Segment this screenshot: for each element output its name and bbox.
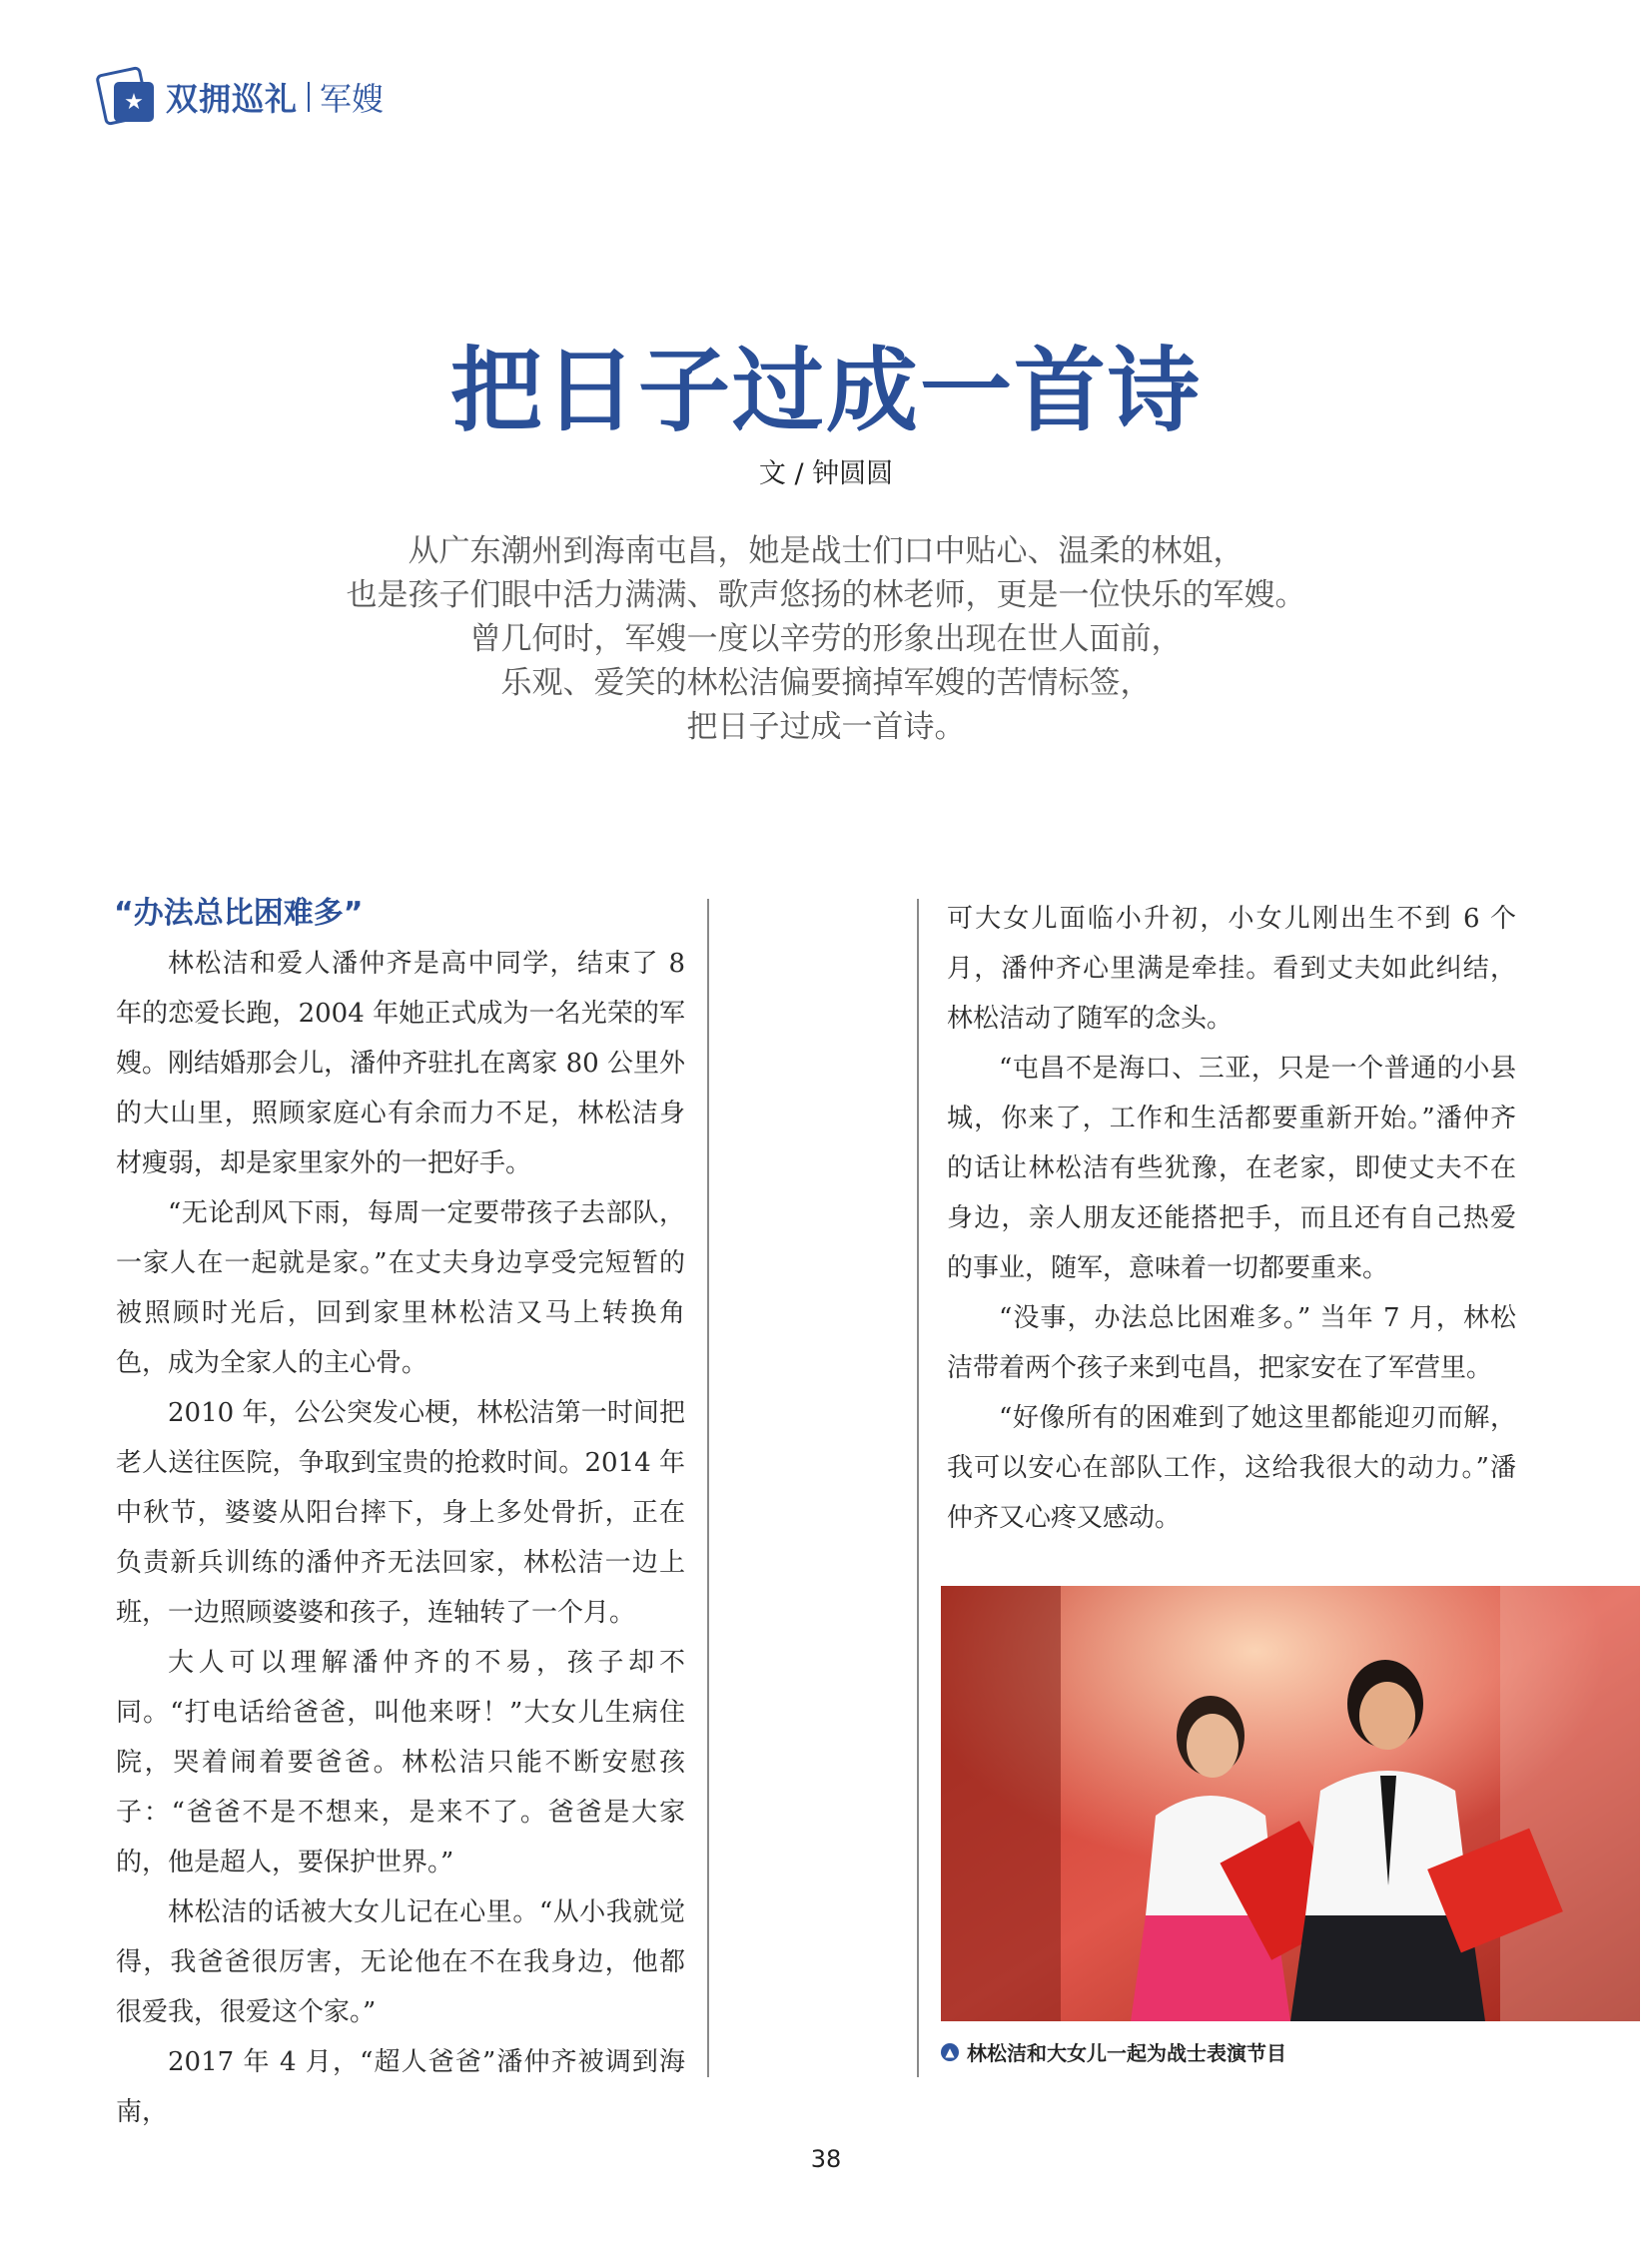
section-heading: “办法总比困难多”	[114, 896, 364, 931]
left-column	[116, 889, 685, 2137]
intro-line: 乐观、爱笑的林松洁偏要摘掉军嫂的苦情标签，	[500, 665, 1152, 701]
section-label: 双拥巡礼	[166, 80, 299, 118]
photo-caption	[941, 2037, 1286, 2066]
body-paragraph: “没事，办法总比困难多。” 当年 7 月，林松洁带着两个孩子来到屯昌，把家安在了军营里。	[947, 1303, 1516, 1383]
caption-marker-icon: ▲	[941, 2043, 959, 2061]
column-divider	[917, 899, 919, 2077]
body-paragraph: 2017 年 4 月，“超人爸爸”潘仲齐被调到海南，	[116, 2047, 685, 2127]
body-paragraph: “无论刮风下雨，每周一定要带孩子去部队，一家人在一起就是家。”在丈夫身边享受完短暂的被照顾时光后，回到家里林松洁又马上转换角色，成为全家人的主心骨。	[116, 1198, 685, 1378]
body-paragraph: 2010 年，公公突发心梗，林松洁第一时间把老人送往医院，争取到宝贵的抢救时间。2014 年中秋节，婆婆从阳台摔下，身上多处骨折，正在负责新兵训练的潘仲齐无法回家，林松洁一边上班，一边照顾婆婆和孩子，连轴转了一个月。	[116, 1398, 685, 1628]
subsection-label: 军嫂	[320, 80, 385, 118]
body-paragraph: “好像所有的困难到了她这里都能迎刃而解，我可以安心在部队工作，这给我很大的动力。”潘仲齐又心疼又感动。	[947, 1403, 1516, 1533]
body-paragraph: 大人可以理解潘仲齐的不易，孩子却不同。“打电话给爸爸，叫他来呀！”大女儿生病住院，哭着闹着要爸爸。林松洁只能不断安慰孩子：“爸爸不是不想来，是来不了。爸爸是大家的，他是超人，要保护世界。”	[116, 1648, 685, 1877]
article-title: 把日子过成一首诗	[449, 338, 1202, 444]
intro-line: 也是孩子们眼中活力满满、歌声悠扬的林老师，更是一位快乐的军嫂。	[346, 577, 1306, 613]
intro-line: 从广东潮州到海南屯昌，她是战士们口中贴心、温柔的林姐，	[408, 533, 1244, 569]
section-header	[100, 64, 384, 130]
caption-text: 林松洁和大女儿一起为战士表演节目	[967, 2041, 1286, 2065]
article-byline: 文 / 钟圆圆	[758, 458, 894, 489]
column-divider	[707, 899, 709, 2077]
header-divider	[308, 82, 310, 112]
body-paragraph: 可大女儿面临小升初，小女儿刚出生不到 6 个月，潘仲齐心里满是牵挂。看到丈夫如此纠结，林松洁动了随军的念头。	[947, 904, 1516, 1034]
intro-line: 曾几何时，军嫂一度以辛劳的形象出现在世人面前，	[469, 621, 1183, 657]
article-intro	[0, 529, 1652, 749]
star-card-icon: ★	[100, 68, 158, 126]
intro-line: 把日子过成一首诗。	[686, 709, 966, 745]
stage-performance-photo	[941, 1586, 1640, 2021]
body-paragraph: 林松洁和爱人潘仲齐是高中同学，结束了 8 年的恋爱长跑，2004 年她正式成为一名光荣的军嫂。刚结婚那会儿，潘仲齐驻扎在离家 80 公里外的大山里，照顾家庭心有余而力不足，林松洁身材瘦弱，却是家里家外的一把好手。	[116, 949, 685, 1178]
page-number: 38	[810, 2145, 842, 2173]
body-paragraph: 林松洁的话被大女儿记在心里。“从小我就觉得，我爸爸很厉害，无论他在不在我身边，他都很爱我，很爱这个家。”	[116, 1897, 685, 2027]
body-paragraph: “屯昌不是海口、三亚，只是一个普通的小县城，你来了，工作和生活都要重新开始。”潘仲齐的话让林松洁有些犹豫，在老家，即使丈夫不在身边，亲人朋友还能搭把手，而且还有自己热爱的事业，随军，意味着一切都要重来。	[947, 1054, 1516, 1283]
right-column	[947, 894, 1516, 1543]
